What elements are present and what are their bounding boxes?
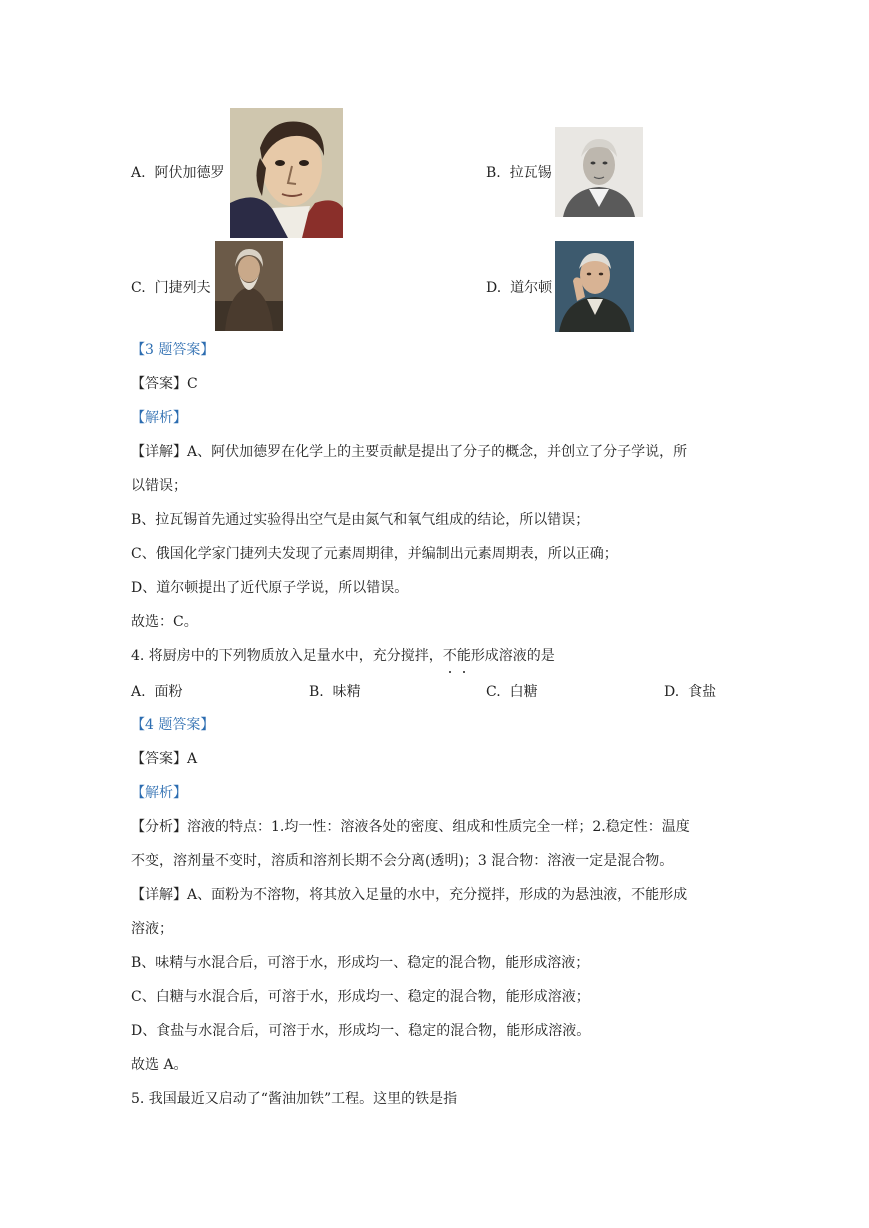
q4-analysis-line1: 【分析】溶液的特点：1.均一性：溶液各处的密度、组成和性质完全一样；2.稳定性：温度 [131,819,690,835]
option-letter: C. [486,684,501,700]
option-letter: D. [664,684,680,700]
option-letter: B. [486,165,501,181]
q4-option-d [664,681,716,701]
q4-detail-b: B、味精与水混合后，可溶于水，形成均一、稳定的混合物，能形成溶液； [131,955,590,971]
option-letter: C. [131,280,146,296]
q4-stem [131,646,555,666]
q3-detail-line2: 以错误； [131,478,187,494]
q3-detail-b: B、拉瓦锡首先通过实验得出空气是由氮气和氧气组成的结论，所以错误； [131,512,590,528]
option-letter: A. [131,684,146,700]
q4-analysis-header: 【解析】 [131,785,187,801]
q4-stem-pre: 4. 将厨房中的下列物质放入足量水中，充分搅拌， [131,648,443,664]
option-letter: A. [131,165,146,181]
q4-option-a [131,681,182,701]
option-text: 白糖 [509,684,538,700]
q5-stem: 5. 我国最近又启动了“酱油加铁”工程。这里的铁是指 [131,1091,458,1107]
option-text: 拉瓦锡 [509,165,552,181]
q4-answer-header: 【4 题答案】 [131,717,215,733]
option-text: 食盐 [688,684,717,700]
q3-option-d [486,277,552,297]
q4-stem-emphasis-2: 能 [456,648,471,664]
q3-analysis-header: 【解析】 [131,410,187,426]
option-letter: B. [309,684,324,700]
option-text: 门捷列夫 [154,280,211,296]
q3-detail-line1: 【详解】A、阿伏加德罗在化学上的主要贡献是提出了分子的概念，并创立了分子学说，所 [131,444,688,460]
option-text: 道尔顿 [510,280,553,296]
avogadro-portrait [230,108,343,238]
q3-detail-d: D、道尔顿提出了近代原子学说，所以错误。 [131,580,409,596]
q3-answer-header: 【3 题答案】 [131,342,215,358]
q3-option-b [486,162,552,182]
q3-answer: 【答案】C [131,376,198,392]
q4-option-b [309,681,361,701]
q4-option-c [486,681,538,701]
option-letter: D. [486,280,502,296]
q4-analysis-line2: 不变，溶剂量不变时，溶质和溶剂长期不会分离(透明)；3 混合物：溶液一定是混合物。 [131,853,674,869]
lavoisier-portrait [555,127,643,217]
q4-stem-emphasis-1: 不 [442,648,457,664]
q4-answer: 【答案】A [131,751,198,767]
q4-detail-line2: 溶液； [131,921,173,937]
q4-detail-c: C、白糖与水混合后，可溶于水，形成均一、稳定的混合物，能形成溶液； [131,989,590,1005]
q4-detail-line1: 【详解】A、面粉为不溶物，将其放入足量的水中，充分搅拌，形成的为悬浊液，不能形成 [131,887,688,903]
dalton-portrait [555,241,634,332]
option-text: 味精 [332,684,361,700]
option-text: 面粉 [154,684,183,700]
q3-option-a [131,162,224,182]
q4-detail-d: D、食盐与水混合后，可溶于水，形成均一、稳定的混合物，能形成溶液。 [131,1023,591,1039]
mendeleev-portrait [215,241,283,331]
q4-conclusion: 故选 A。 [131,1057,188,1073]
q3-option-c [131,277,211,297]
q3-detail-c: C、俄国化学家门捷列夫发现了元素周期律，并编制出元素周期表，所以正确； [131,546,618,562]
q4-stem-post: 形成溶液的是 [470,648,555,664]
q3-conclusion: 故选：C。 [131,614,198,630]
option-text: 阿伏加德罗 [154,165,225,181]
